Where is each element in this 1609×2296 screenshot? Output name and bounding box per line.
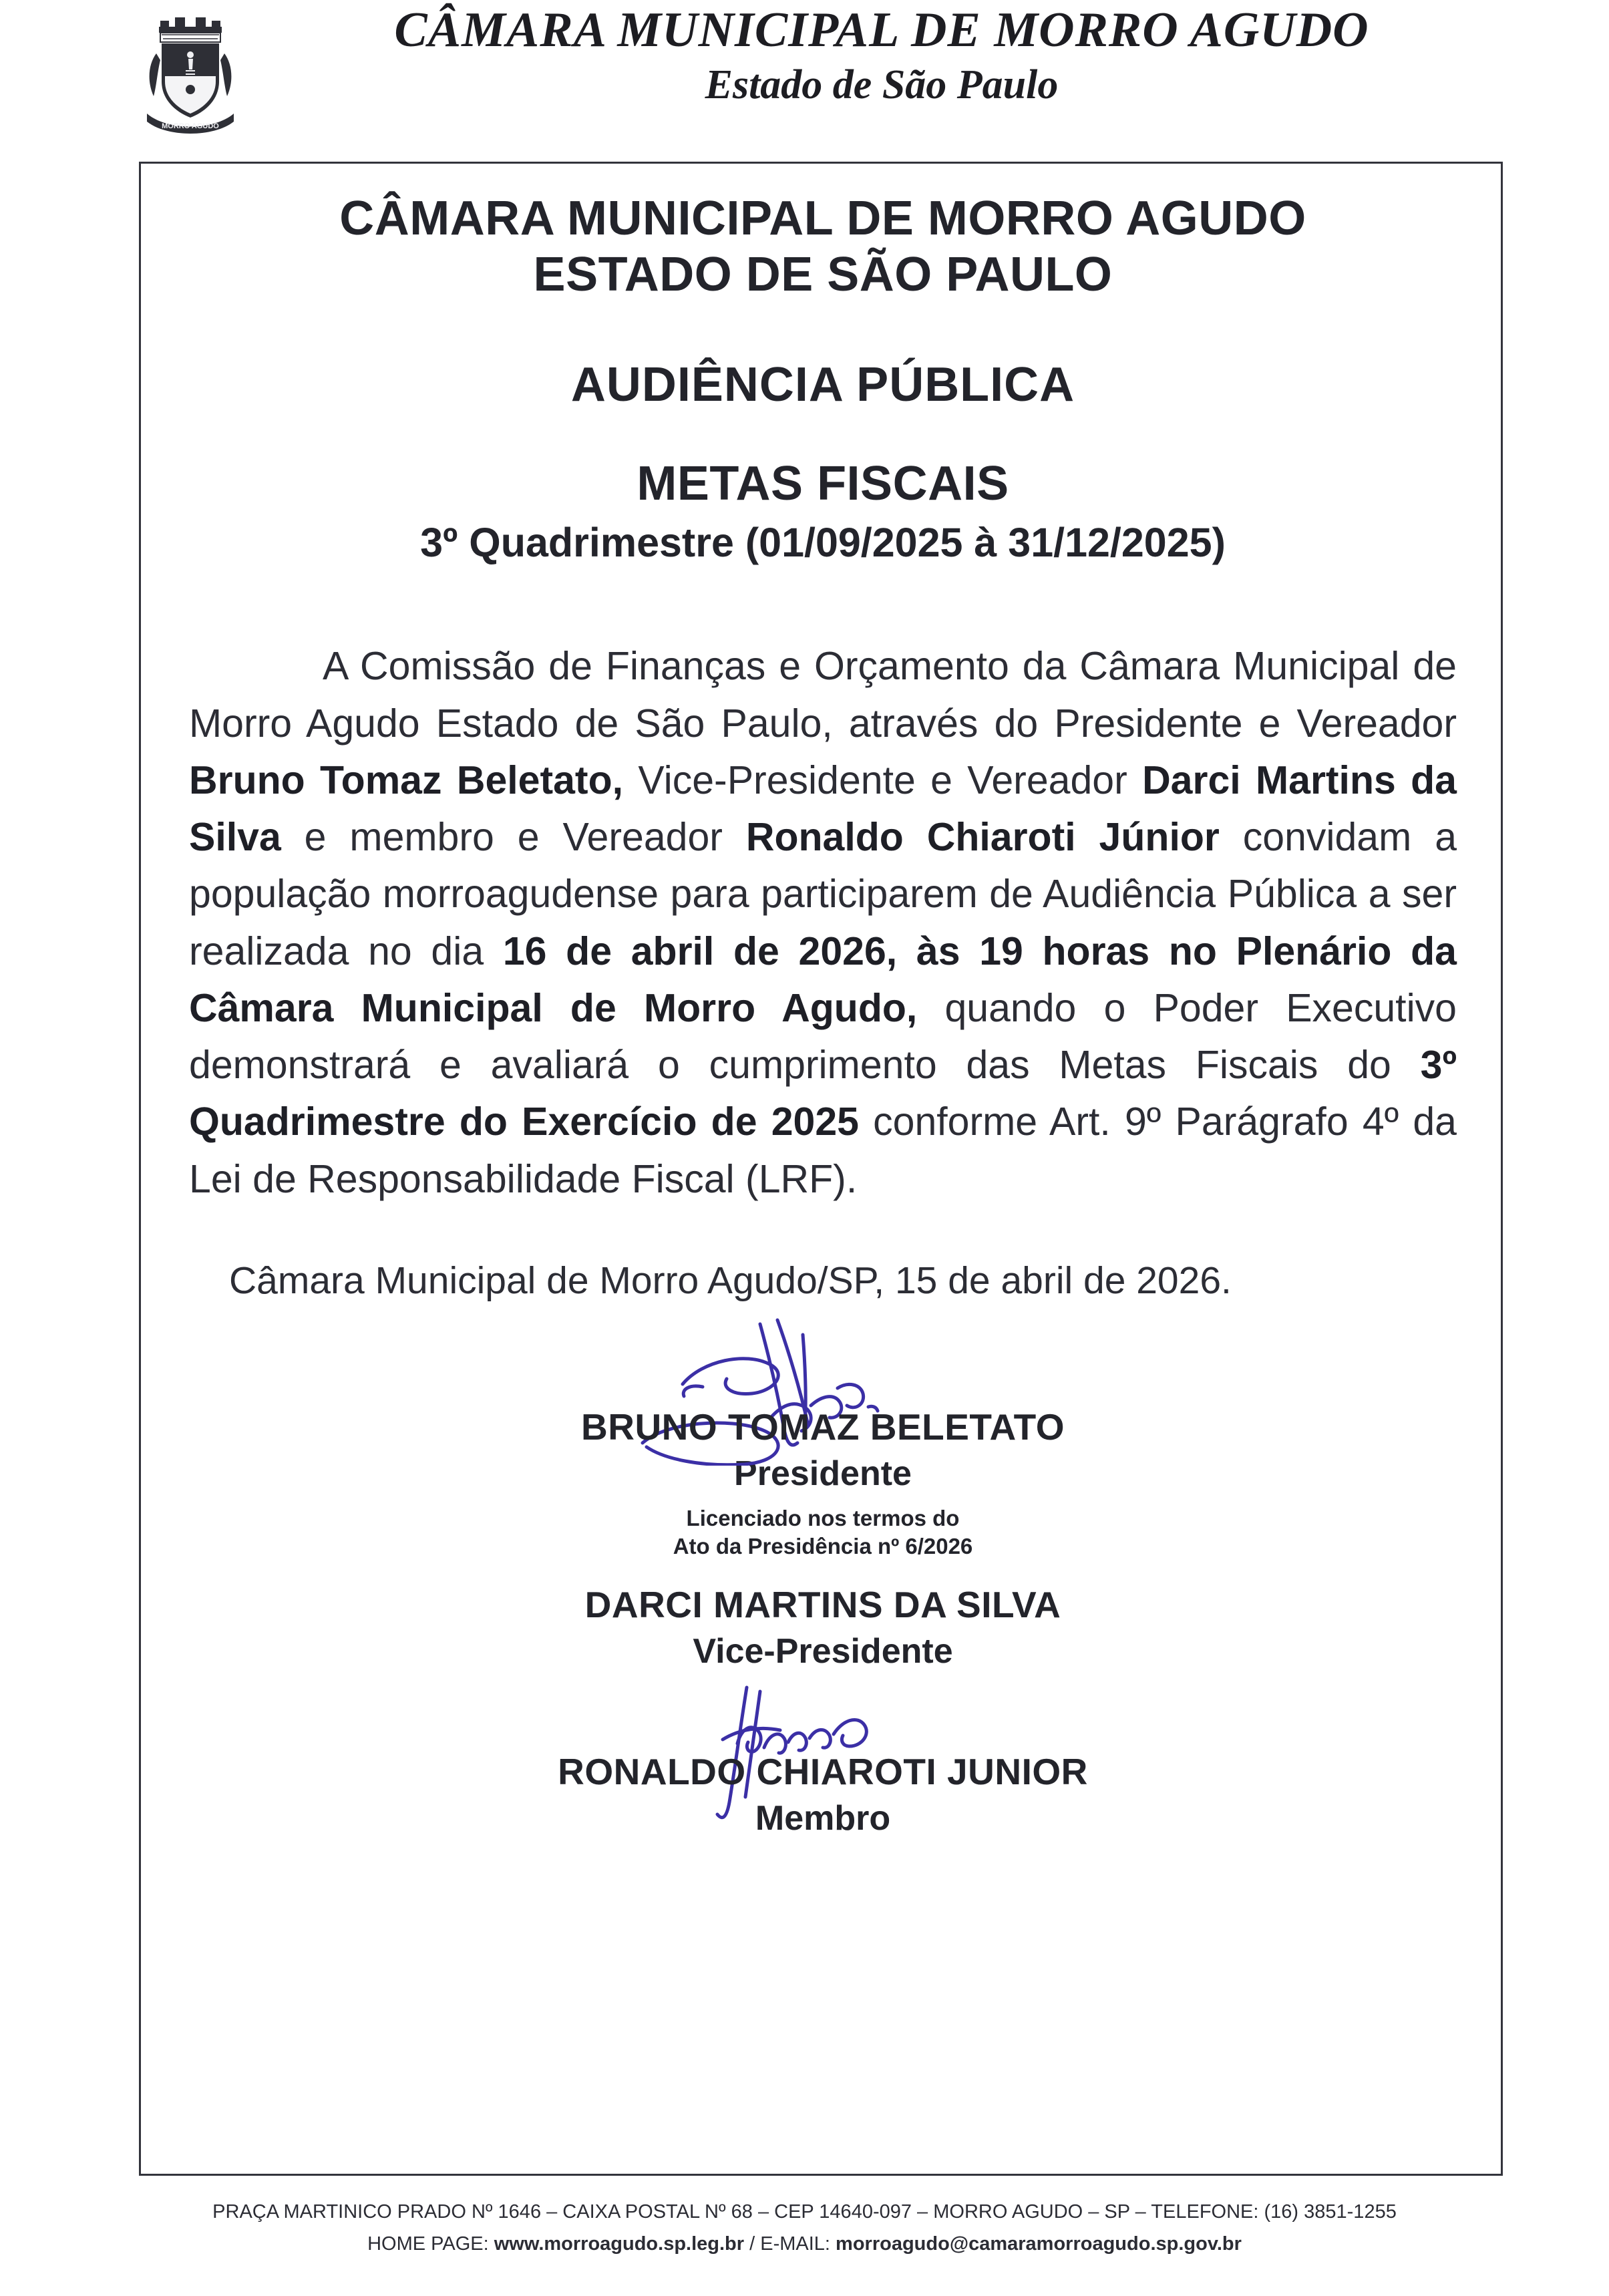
date-location-line: Câmara Municipal de Morro Agudo/SP, 15 de abril de 2026.: [229, 1259, 1232, 1302]
signature-name-membro: RONALDO CHIAROTI JUNIOR: [558, 1751, 1088, 1793]
signature-role-presidente: Presidente: [734, 1454, 912, 1493]
footer-contact-line: [0, 2230, 1609, 2259]
document-border-box: [139, 162, 1503, 2176]
signature-area: [189, 1305, 1457, 1838]
body-segment-6: convidam a população morroagudense para participarem de Audiência Pública a ser realizada no dia: [189, 815, 1457, 973]
letterhead-text: [254, 4, 1509, 109]
body-segment-5: Ronaldo Chiaroti Júnior: [745, 815, 1220, 860]
heading-audiencia-publica: AUDIÊNCIA PÚBLICA: [570, 358, 1075, 412]
letterhead: [0, 0, 1609, 147]
body-paragraph: [189, 638, 1457, 1208]
body-segment-3: Darci Martins da Silva: [189, 758, 1457, 860]
letterhead-organization: CÂMARA MUNICIPAL DE MORRO AGUDO: [394, 3, 1369, 57]
body-segment-10: conforme Art. 9º Parágrafo 4º da Lei de Responsabilidade Fiscal (LRF).: [189, 1100, 1457, 1201]
body-segment-7: 16 de abril de 2026, às 19 horas no Plenário da Câmara Municipal de Morro Agudo,: [189, 929, 1457, 1030]
title-block: [189, 190, 1457, 303]
body-segment-0: A Comissão de Finanças e Orçamento da Câmara Municipal de Morro Agudo Estado de São Paulo, através do Presidente e Vereador: [189, 644, 1457, 746]
note-line-2: Ato da Presidência nº 6/2026: [673, 1534, 973, 1559]
signature-block-vice-presidente: [189, 1583, 1457, 1671]
signature-role-vice-presidente: Vice-Presidente: [693, 1632, 953, 1671]
document-content: [189, 190, 1457, 1838]
letterhead-state: Estado de São Paulo: [705, 61, 1059, 108]
body-segment-4: e membro e Vereador: [281, 815, 746, 860]
svg-text:MORRO AGUDO: MORRO AGUDO: [162, 122, 219, 130]
note-line-1: Licenciado nos termos do: [686, 1505, 960, 1530]
footer-website: www.morroagudo.sp.leg.br: [494, 2233, 745, 2255]
heading-metas-fiscais: METAS FISCAIS: [637, 457, 1009, 511]
signature-name-vice-presidente: DARCI MARTINS DA SILVA: [584, 1584, 1061, 1626]
footer-homepage-label: HOME PAGE:: [367, 2233, 494, 2255]
footer-email: morroagudo@camaramorroagudo.sp.gov.br: [836, 2233, 1242, 2255]
heading-quadrimestre: 3º Quadrimestre (01/09/2025 à 31/12/2025): [420, 520, 1226, 566]
body-segment-1: Bruno Tomaz Beletato,: [189, 758, 624, 802]
signature-name-presidente: BRUNO TOMAZ BELETATO: [581, 1406, 1065, 1448]
signature-block-presidente: [189, 1406, 1457, 1561]
footer: [0, 2198, 1609, 2259]
signature-block-membro: [189, 1750, 1457, 1838]
footer-address-line: PRAÇA MARTINICO PRADO Nº 1646 – CAIXA POSTAL Nº 68 – CEP 14640-097 – MORRO AGUDO – SP – TELEFONE: (16) 3851-1255: [212, 2201, 1397, 2223]
body-segment-2: Vice-Presidente e Vereador: [623, 758, 1143, 802]
body-segment-9: 3º Quadrimestre do Exercício de 2025: [189, 1043, 1457, 1144]
signature-role-membro: Membro: [755, 1799, 891, 1838]
signature-note-presidente: [189, 1504, 1457, 1561]
body-segment-8: quando o Poder Executivo demonstrará e avaliará o cumprimento das Metas Fiscais do: [189, 985, 1457, 1088]
footer-email-label: / E-MAIL:: [744, 2233, 836, 2255]
coat-of-arms-icon: [134, 7, 247, 140]
title-line-state: ESTADO DE SÃO PAULO: [533, 248, 1113, 302]
title-line-organization: CÂMARA MUNICIPAL DE MORRO AGUDO: [339, 192, 1306, 245]
